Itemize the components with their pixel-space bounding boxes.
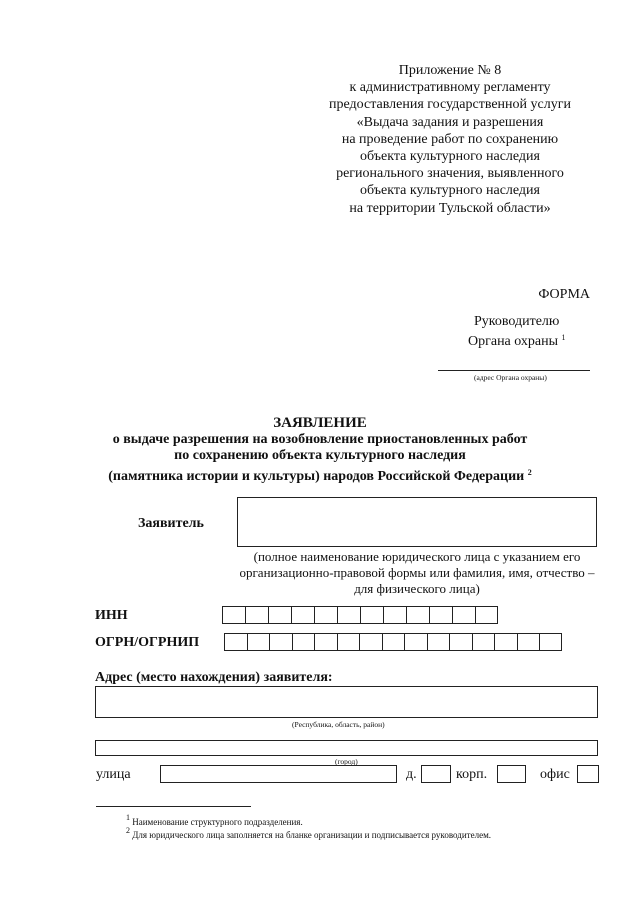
ogrn-cell[interactable] [382, 633, 405, 651]
inn-cell[interactable] [475, 606, 498, 624]
address-region-field[interactable] [95, 686, 598, 718]
ogrn-cell[interactable] [337, 633, 360, 651]
header-line: Приложение № 8 [398, 63, 502, 78]
ogrn-cell[interactable] [292, 633, 315, 651]
address-region-caption: (Республика, область, район) [292, 720, 385, 729]
addressee-address-caption: (адрес Органа охраны) [474, 373, 547, 382]
header-line: на проведение работ по сохранению [341, 131, 559, 147]
title-main: ЗАЯВЛЕНИЕ [273, 415, 367, 431]
addressee-address-line[interactable] [438, 370, 590, 371]
inn-cell[interactable] [222, 606, 245, 624]
addressee-block [440, 314, 640, 350]
ogrn-cell[interactable] [427, 633, 450, 651]
house-label: д. [406, 767, 417, 782]
applicant-caption: (полное наименование юридического лица с указанием его организационно-правовой формы или фамилия, имя, отчество – для физического лица) [239, 549, 595, 596]
ogrn-cell[interactable] [404, 633, 427, 651]
house-field[interactable] [421, 765, 451, 783]
building-label: корп. [456, 767, 488, 782]
footnote-1: $^1$ Наименование структурного подразделения. [126, 813, 303, 827]
inn-cell[interactable] [314, 606, 337, 624]
inn-label: ИНН [95, 608, 128, 623]
address-city-field[interactable] [95, 740, 598, 756]
appendix-header [300, 62, 600, 217]
ogrn-cell[interactable] [314, 633, 337, 651]
street-label: улица [96, 767, 131, 782]
ogrn-cell[interactable] [472, 633, 495, 651]
header-line: предоставления государственной услуги [329, 97, 571, 113]
ogrn-cell[interactable] [359, 633, 382, 651]
document-title [0, 415, 640, 485]
inn-cells[interactable] [222, 606, 498, 624]
ogrn-cell[interactable] [517, 633, 540, 651]
addressee-line-2: Органа охраны $^1$ [468, 333, 566, 349]
title-line-3: (памятника истории и культуры) народов Российской Федерации $^2$ [108, 467, 532, 484]
ogrn-cell[interactable] [449, 633, 472, 651]
inn-cell[interactable] [429, 606, 452, 624]
inn-cell[interactable] [337, 606, 360, 624]
inn-cell[interactable] [245, 606, 268, 624]
applicant-label: Заявитель [138, 516, 204, 531]
office-field[interactable] [577, 765, 599, 783]
inn-cell[interactable] [291, 606, 314, 624]
form-label: ФОРМА [538, 287, 590, 302]
ogrn-cell[interactable] [494, 633, 517, 651]
office-label: офис [540, 767, 570, 782]
footnote-2: $^2$ Для юридического лица заполняется на бланке организации и подписывается руководителем. [126, 826, 492, 840]
building-field[interactable] [497, 765, 526, 783]
applicant-name-field[interactable] [237, 497, 597, 547]
inn-cell[interactable] [452, 606, 475, 624]
title-line-1: о выдаче разрешения на возобновление приостановленных работ [112, 431, 528, 447]
header-line: на территории Тульской области» [349, 200, 551, 216]
header-line: «Выдача задания и разрешения [356, 114, 544, 130]
header-line: регионального значения, выявленного [336, 166, 564, 182]
inn-cell[interactable] [406, 606, 429, 624]
ogrn-cells[interactable] [224, 633, 562, 651]
title-line-2: по сохранению объекта культурного наследия [174, 448, 466, 464]
header-line: объекта культурного наследия [360, 149, 540, 165]
inn-cell[interactable] [383, 606, 406, 624]
address-label: Адрес (место нахождения) заявителя: [95, 670, 333, 685]
ogrn-cell[interactable] [269, 633, 292, 651]
footnote-ref-1: 1 [561, 333, 566, 342]
inn-cell[interactable] [360, 606, 383, 624]
inn-cell[interactable] [268, 606, 291, 624]
ogrn-label: ОГРН/ОГРНИП [95, 635, 200, 650]
header-line: к административному регламенту [349, 80, 551, 96]
footnote-separator [96, 806, 251, 807]
header-line: объекта культурного наследия [360, 183, 540, 199]
address-city-caption: (город) [335, 757, 358, 766]
ogrn-cell[interactable] [247, 633, 270, 651]
footnote-ref-2: 2 [527, 467, 532, 477]
street-field[interactable] [160, 765, 397, 783]
ogrn-cell[interactable] [224, 633, 247, 651]
ogrn-cell[interactable] [539, 633, 562, 651]
addressee-line-1: Руководителю [474, 314, 560, 329]
